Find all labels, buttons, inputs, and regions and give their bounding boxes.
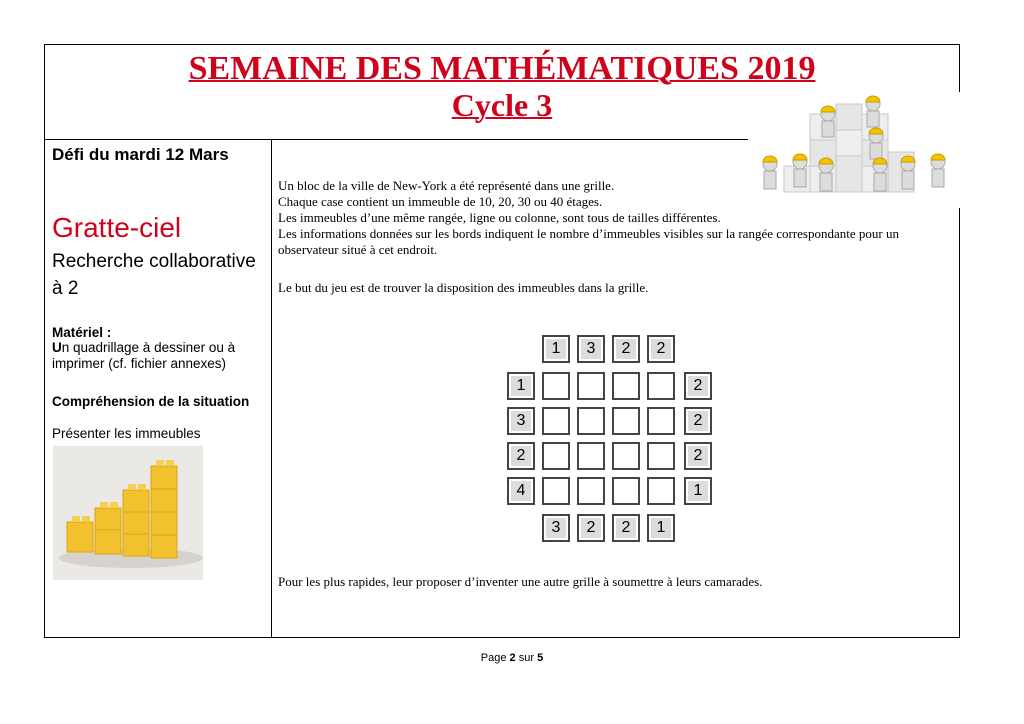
page-footer xyxy=(0,652,1024,664)
footer-prefix: Page xyxy=(480,652,507,664)
materiel-rest: n quadrillage à dessiner ou à imprimer (cf. fichier annexes) xyxy=(52,340,236,371)
footer-page-number: 2 xyxy=(509,652,516,664)
grid-cell[interactable] xyxy=(647,372,675,400)
grid-cell[interactable] xyxy=(577,372,605,400)
left-clue: 2 xyxy=(507,442,535,470)
grid-cell[interactable] xyxy=(542,372,570,400)
instruction-line: Chaque case contient un immeuble de 10, 20, 30 ou 40 étages. xyxy=(278,194,603,209)
comprehension-text: Présenter les immeubles xyxy=(52,426,201,441)
extension-note: Pour les plus rapides, leur proposer d’inventer une autre grille à soumettre à leurs camarades. xyxy=(278,574,763,589)
right-clue: 2 xyxy=(684,407,712,435)
grid-cell[interactable] xyxy=(647,442,675,470)
grid-cell[interactable] xyxy=(612,477,640,505)
top-clue: 2 xyxy=(612,335,640,363)
grid-cell[interactable] xyxy=(612,372,640,400)
bottom-clue: 1 xyxy=(647,514,675,542)
game-title: Gratte-ciel xyxy=(52,212,182,243)
grid-cell[interactable] xyxy=(612,407,640,435)
right-clue: 1 xyxy=(684,477,712,505)
left-column xyxy=(45,140,272,637)
work-mode: Recherche collaborative à 2 xyxy=(52,251,256,299)
materiel-text xyxy=(52,340,264,372)
instruction-line: Un bloc de la ville de New-York a été représenté dans une grille. xyxy=(278,178,615,193)
grid-cell[interactable] xyxy=(542,442,570,470)
grid-cell[interactable] xyxy=(577,442,605,470)
grid-cell[interactable] xyxy=(612,442,640,470)
grid-cell[interactable] xyxy=(647,407,675,435)
cubes-photo xyxy=(53,446,203,580)
footer-middle: sur xyxy=(518,652,535,664)
right-clue: 2 xyxy=(684,442,712,470)
grid-cell[interactable] xyxy=(577,407,605,435)
left-clue: 1 xyxy=(507,372,535,400)
skyscraper-puzzle xyxy=(507,335,717,545)
page-title: SEMAINE DES MATHÉMATIQUES 2019 xyxy=(188,50,816,87)
top-clue: 2 xyxy=(647,335,675,363)
left-clue: 3 xyxy=(507,407,535,435)
puzzle-builders-illustration xyxy=(748,92,960,208)
instruction-line: Les immeubles d’une même rangée, ligne ou colonne, sont tous de tailles différentes. xyxy=(278,210,721,225)
grid-cell[interactable] xyxy=(542,407,570,435)
grid-cell[interactable] xyxy=(647,477,675,505)
bottom-clue: 2 xyxy=(577,514,605,542)
footer-total-pages: 5 xyxy=(537,652,544,664)
comprehension-heading: Compréhension de la situation xyxy=(52,394,250,409)
challenge-day: Défi du mardi 12 Mars xyxy=(52,145,229,164)
materiel-first-letter: U xyxy=(52,340,62,355)
top-clue: 3 xyxy=(577,335,605,363)
left-clue: 4 xyxy=(507,477,535,505)
instruction-line: Les informations données sur les bords indiquent le nombre d’immeubles visibles sur la rangée correspondante pour un observateur situé à cet endroit. xyxy=(278,226,899,257)
right-clue: 2 xyxy=(684,372,712,400)
top-clue: 1 xyxy=(542,335,570,363)
bottom-clue: 3 xyxy=(542,514,570,542)
grid-cell[interactable] xyxy=(542,477,570,505)
bottom-clue: 2 xyxy=(612,514,640,542)
right-column xyxy=(272,140,959,637)
goal-text: Le but du jeu est de trouver la disposition des immeubles dans la grille. xyxy=(278,280,649,295)
grid-cell[interactable] xyxy=(577,477,605,505)
materiel-heading: Matériel : xyxy=(52,325,112,340)
page-subtitle: Cycle 3 xyxy=(451,87,553,123)
